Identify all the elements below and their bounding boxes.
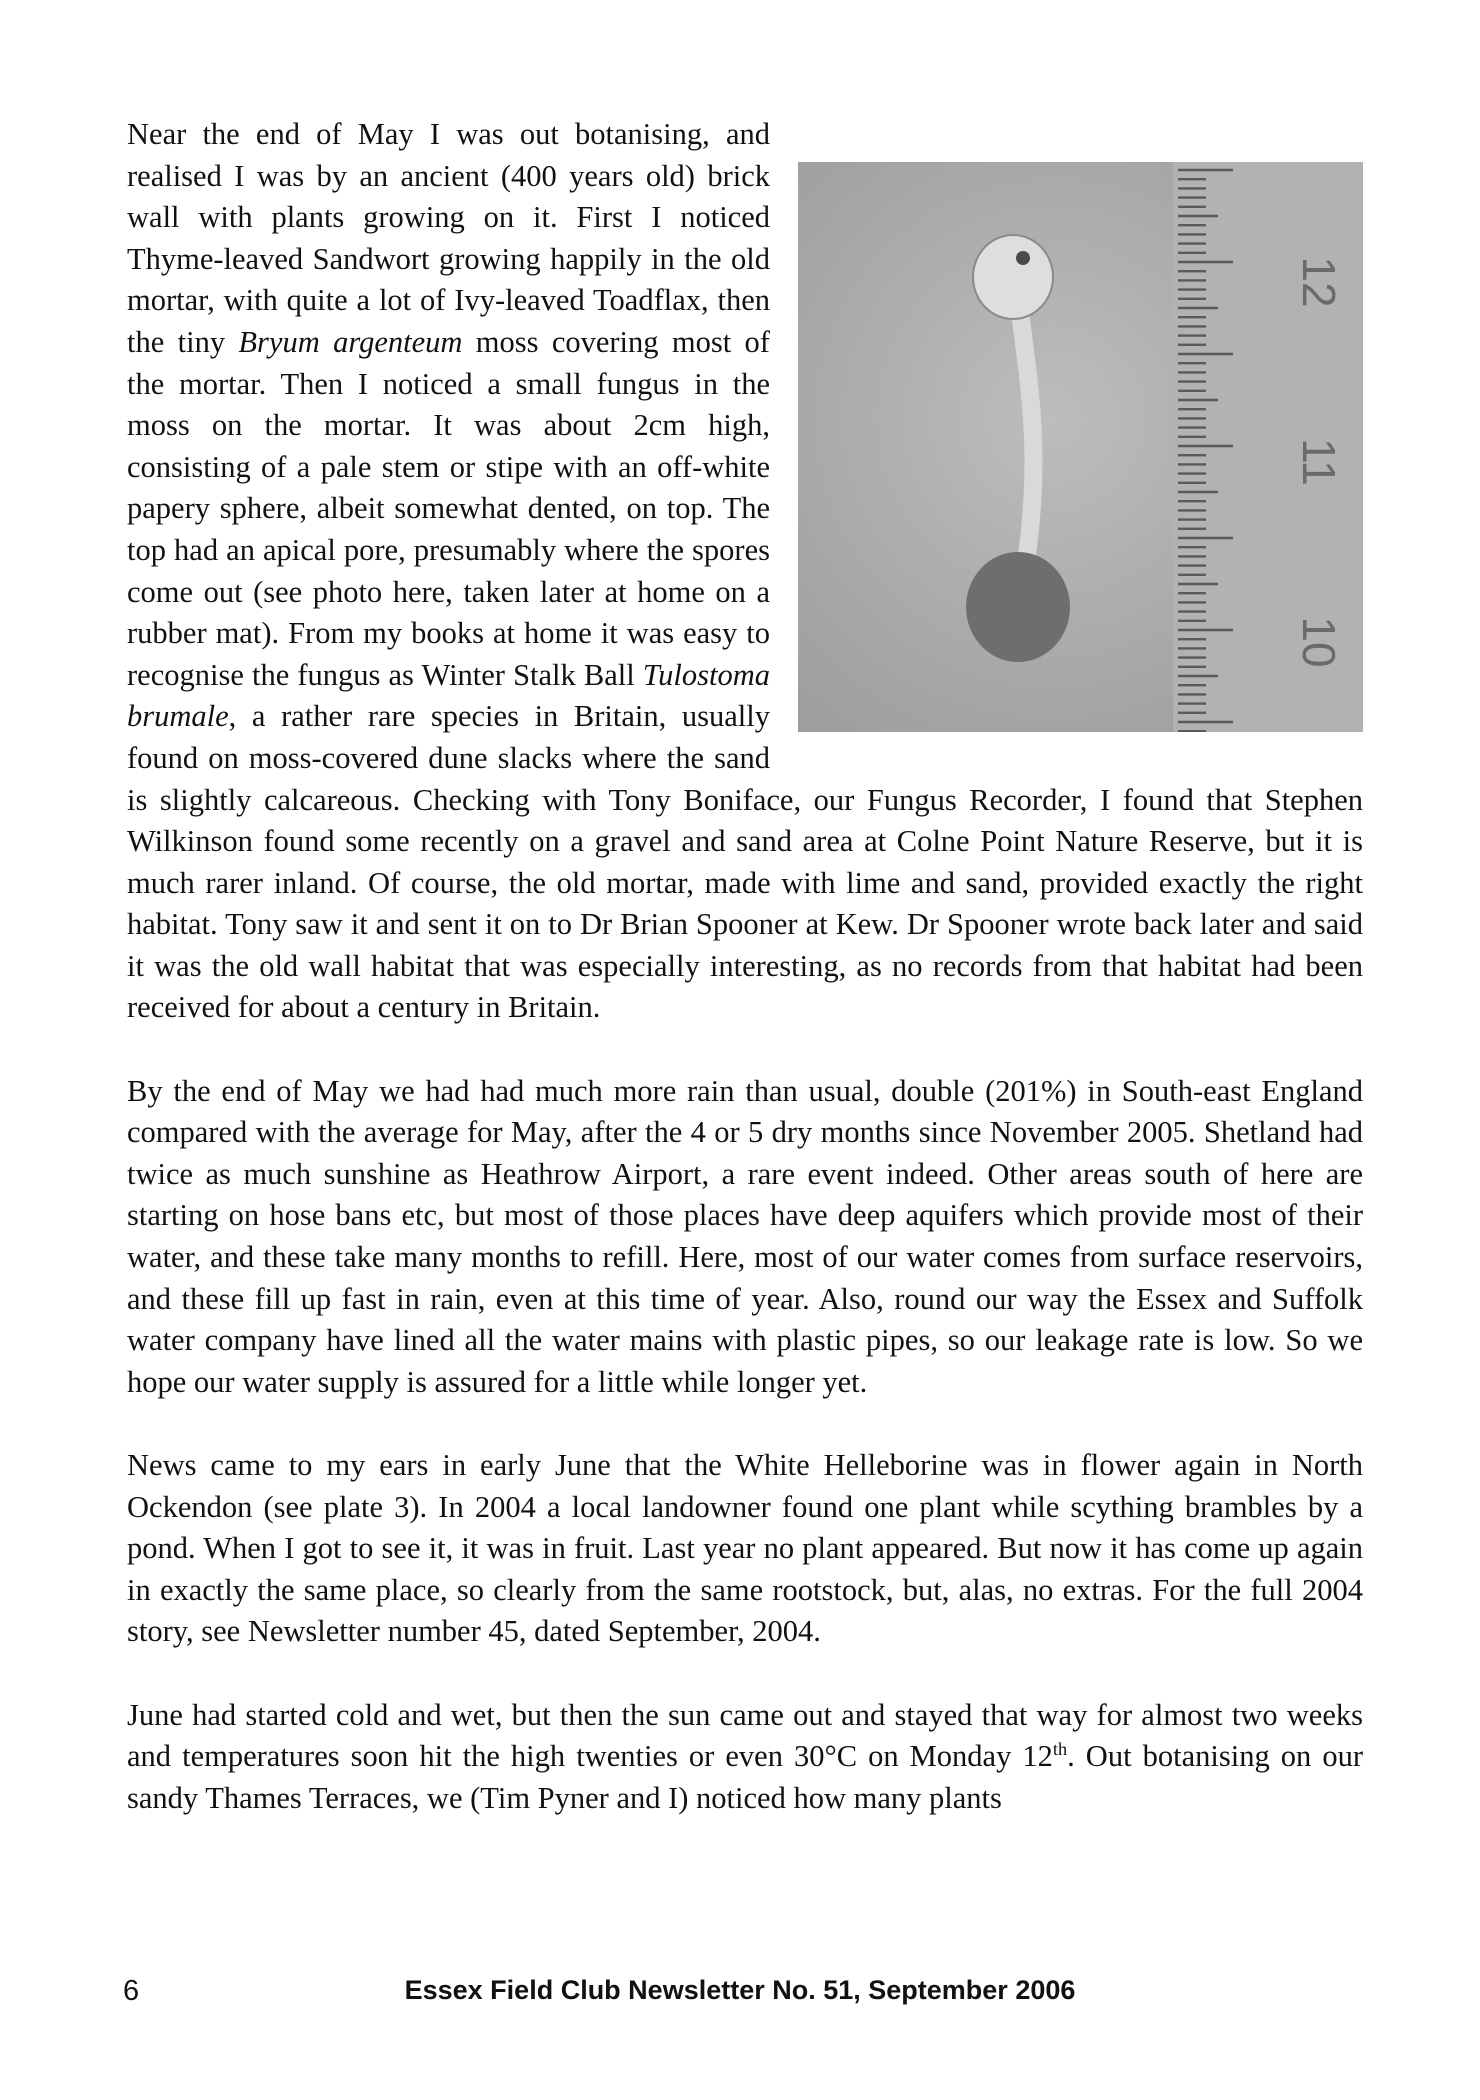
paragraph-june — [127, 1695, 1363, 1820]
page-footer — [0, 1975, 1480, 2015]
paragraph-helleborine: News came to my ears in early June that the White Helleborine was in flower again in North Ockendon (see plate 3). In 2004 a local landowner found one plant while scything brambles by a pond. When I got to see it, it was in fruit. Last year no plant appeared. But now it has come up again in exactly the same place, so clearly from the same rootstock, but, alas, no extras. For the full 2004 story, see Newsletter number 45, dated September, 2004. — [127, 1448, 1363, 1649]
ruler-label: 12 — [1293, 256, 1345, 308]
paragraph-rainfall: By the end of May we had had much more rain than usual, double (201%) in South-east England compared with the average for May, after the 4 or 5 dry months since November 2005. Shetland had twice as much sunshine as Heathrow Airport, a rare event indeed. Other areas south of here are starting on hose bans etc, but most of those places have deep aquifers which provide most of their water, and these take many months to refill. Here, most of our water comes from surface reservoirs, and these fill up fast in rain, even at this time of year. Also, round our way the Essex and Suffolk water company have lined all the water mains with plastic pipes, so our leakage rate is low. So we hope our water supply is assured for a little while longer yet. — [127, 1073, 1363, 1399]
paragraph-fungus-mid: moss covering most of the mortar. Then I noticed a small fungus in the moss on the mortar. It was about 2cm high, consisting of a pale stem or stipe with an off-white papery sphere, albeit somewhat dented, on top. The top had an apical pore, presumably where the spores come out (see photo here, taken later at home on a rubber mat). From my books at home it was easy to recognise the fungus as Winter Stalk Ball — [127, 324, 770, 692]
species-bryum: Bryum argenteum — [238, 324, 463, 359]
fungus-stalk — [1020, 312, 1033, 582]
page-number: 6 — [123, 1975, 140, 2007]
paragraph-fungus-lead: Near the end of May I was out botanising, and realised I was by an ancient (400 years old) brick wall with plants growing on it. First I noticed Thyme-leaved Sandwort growing happily in the old mortar, with quite a lot of Ivy-leaved Toadflax, then the tiny — [127, 117, 770, 359]
ordinal-suffix: th — [1052, 1739, 1068, 1759]
fungus-photo-svg — [798, 162, 1363, 732]
paragraph-june-tail: . Out botanising on our sandy Thames Terraces, we (Tim Pyner and I) noticed how many plants — [127, 1739, 1363, 1815]
paragraph-fungus — [127, 114, 1363, 1029]
ruler-label: 10 — [1293, 616, 1345, 668]
paragraph-fungus-tail: , a rather rare species in Britain, usually found on moss-covered dune slacks where the sand is slightly calcareous. Checking with Tony Boniface, our Fungus Recorder, I found that Stephen Wilkinson found some recently on a gravel and sand area at Colne Point Nature Reserve, but it is much rarer inland. Of course, the old mortar, made with lime and sand, provided exactly the right habitat. Tony saw it and sent it on to Dr Brian Spooner at Kew. Dr Spooner wrote back later and said it was the old wall habitat that was especially interesting, as no records from that habitat had been received for about a century in Britain. — [127, 699, 1363, 1025]
article-body — [127, 114, 1363, 1861]
ruler-label: 11 — [1293, 438, 1345, 486]
newsletter-title: Essex Field Club Newsletter No. 51, September 2006 — [404, 1975, 1076, 2005]
fungus-pore — [1016, 251, 1030, 265]
species-tulostoma: Tulostoma brumale — [127, 657, 770, 734]
fungus-cap — [973, 235, 1053, 319]
paragraph-june-lead: June had started cold and wet, but then the sun came out and stayed that way for almost two weeks and temperatures soon hit the high twenties or even 30°C on Monday 12 — [127, 1697, 1363, 1774]
fungus-base — [966, 552, 1070, 662]
fungus-photo — [798, 162, 1363, 732]
